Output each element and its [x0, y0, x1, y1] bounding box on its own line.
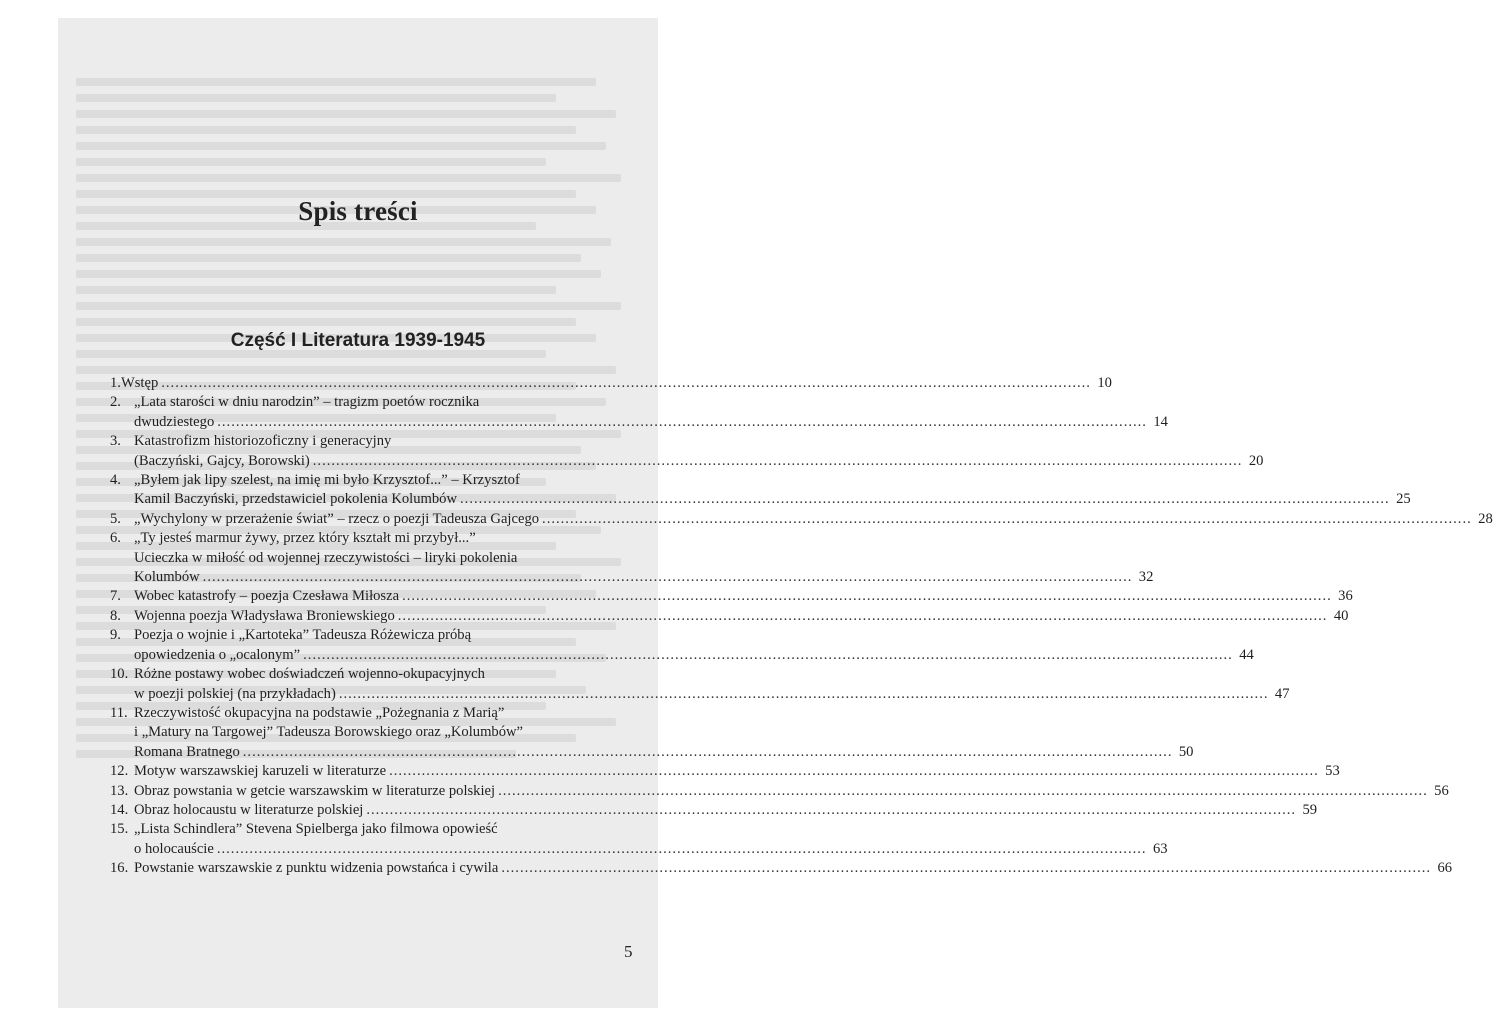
toc-entry-number: 6.: [110, 530, 121, 547]
bleed-through-line: [76, 110, 616, 118]
toc-entry: [110, 859, 1453, 878]
toc-entry-text: „Ty jesteś marmur żywy, przez który kształt mi przybył...”: [134, 530, 476, 547]
dot-leader: ........................................................................................................................................................................................................: [501, 860, 1432, 877]
toc-entry-line: [134, 665, 638, 684]
toc-entry: [110, 393, 1168, 432]
toc-entry-number: 14.: [110, 801, 129, 818]
toc-entry-page: 25: [1396, 491, 1411, 508]
toc-entry-line: [134, 452, 1264, 471]
dot-leader: ........................................................................................................................................................................................................: [217, 413, 1147, 430]
toc-entry-number: 2.: [110, 394, 121, 411]
toc-entry-page: 56: [1434, 782, 1449, 799]
toc-entry-line: [134, 529, 638, 548]
toc-entry-number: 13.: [110, 782, 129, 799]
toc-entry-line: [134, 607, 1349, 626]
toc-entry-text: „Wychylony w przerażenie świat” – rzecz o poezji Tadeusza Gajcego: [134, 510, 540, 527]
toc-entry-text: „Byłem jak lipy szelest, na imię mi było Krzysztof...” – Krzysztof: [134, 472, 520, 489]
toc-entry-body: [134, 704, 1194, 762]
toc-entry-text: Rzeczywistość okupacyjna na podstawie „Pożegnania z Marią”: [134, 704, 505, 721]
toc-entry-page: 44: [1239, 646, 1254, 663]
toc-entry-body: [134, 782, 1449, 801]
toc-entry-body: [134, 471, 1411, 510]
toc-entry-body: [134, 820, 1168, 859]
toc-entry-text: Powstanie warszawskie z punktu widzenia powstańca i cywila: [134, 860, 499, 877]
toc-entry-page: 66: [1437, 860, 1453, 877]
toc-entry-text: (Baczyński, Gajcy, Borowski): [134, 452, 310, 469]
bleed-through-line: [76, 254, 581, 262]
toc-entry: [110, 587, 1353, 606]
toc-entry-line: [134, 413, 1168, 432]
toc-entry-text: Obraz powstania w getcie warszawskim w literaturze polskiej: [134, 782, 496, 799]
toc-entry-body: [134, 587, 1353, 606]
toc-entry-page: 40: [1333, 607, 1349, 624]
toc-entry-body: [134, 801, 1318, 820]
toc-entry-page: 63: [1152, 840, 1168, 857]
toc-entry-line: [120, 374, 1112, 393]
toc-entry-number: 5.: [110, 510, 121, 527]
dot-leader: ........................................................................................................................................................................................................: [542, 510, 1472, 527]
dot-leader: ........................................................................................................................................................................................................: [161, 375, 1091, 391]
toc-entry: [110, 471, 1411, 510]
toc-entry-line: [134, 801, 1318, 820]
toc-entry-text: Romana Bratnego: [134, 743, 240, 760]
toc-entry-line: [134, 549, 638, 568]
toc-entry-text: o holocauście: [134, 840, 214, 857]
toc-entry-text: „Lata starości w dniu narodzin” – tragizm poetów rocznika: [134, 394, 480, 411]
toc-entry-body: [134, 859, 1453, 878]
toc-entry: [110, 626, 1254, 665]
toc-entry-text: Motyw warszawskiej karuzeli w literaturze: [134, 763, 387, 780]
toc-entry-page: 59: [1302, 801, 1318, 818]
toc-entry-line: [134, 762, 1340, 781]
toc-entry-page: 20: [1248, 452, 1264, 469]
toc-entry: [110, 432, 1264, 471]
toc-entry-body: [134, 665, 1290, 704]
dot-leader: ........................................................................................................................................................................................................: [498, 782, 1428, 799]
dot-leader: ........................................................................................................................................................................................................: [216, 840, 1147, 857]
dot-leader: ........................................................................................................................................................................................................: [338, 685, 1269, 702]
bleed-through-line: [76, 78, 596, 86]
toc-entry-body: [134, 432, 1264, 471]
toc-entry: [110, 510, 1493, 529]
toc-entry-body: [134, 607, 1349, 626]
toc-entry-number: 16.: [110, 860, 129, 877]
toc-entry-text: Obraz holocaustu w literaturze polskiej: [134, 801, 364, 818]
dot-leader: ........................................................................................................................................................................................................: [242, 743, 1173, 760]
toc-entry-text: Poezja o wojnie i „Kartoteka” Tadeusza Różewicza próbą: [134, 627, 472, 644]
table-of-contents: [110, 374, 1493, 879]
bleed-through-line: [76, 286, 556, 294]
toc-entry-page: 47: [1274, 685, 1290, 702]
toc-entry-text: Kolumbów: [134, 569, 200, 586]
toc-entry: [110, 529, 1154, 587]
toc-entry-line: [134, 490, 1411, 509]
toc-entry-text: Różne postawy wobec doświadczeń wojenno-okupacyjnych: [134, 666, 485, 683]
bleed-through-line: [76, 238, 611, 246]
toc-entry: [110, 607, 1349, 626]
toc-entry-page: 28: [1478, 510, 1493, 527]
toc-entry-text: „Lista Schindlera” Stevena Spielberga jako filmowa opowieść: [134, 821, 498, 838]
toc-entry: [110, 782, 1449, 801]
bleed-through-line: [76, 126, 576, 134]
toc-entry-body: [134, 393, 1168, 432]
toc-entry-page: 32: [1138, 569, 1154, 586]
dot-leader: ........................................................................................................................................................................................................: [366, 801, 1297, 818]
toc-entry-number: 11.: [110, 704, 128, 721]
dot-leader: ........................................................................................................................................................................................................: [312, 452, 1243, 469]
dot-leader: ........................................................................................................................................................................................................: [402, 588, 1332, 605]
toc-entry-page: 50: [1178, 743, 1194, 760]
dot-leader: ........................................................................................................................................................................................................: [460, 491, 1390, 508]
toc-entry-number: 15.: [110, 821, 129, 838]
toc-entry-text: i „Matury na Targowej” Tadeusza Borowskiego oraz „Kolumbów”: [134, 724, 524, 741]
toc-entry-body: [134, 626, 1254, 665]
toc-entry-text: w poezji polskiej (na przykładach): [134, 685, 336, 702]
dot-leader: ........................................................................................................................................................................................................: [303, 646, 1233, 663]
part-title: Część I Literatura 1939-1945: [230, 330, 486, 351]
page-title: Spis treści: [298, 196, 418, 226]
toc-entry-number: 1.: [110, 375, 121, 391]
toc-entry-line: [134, 626, 638, 645]
toc-entry-line: [134, 782, 1449, 801]
toc-entry-body: [134, 529, 1154, 587]
toc-entry-line: [134, 393, 638, 412]
toc-entry-number: 10.: [110, 666, 129, 683]
toc-entry-body: [134, 510, 1493, 529]
toc-entry-number: 8.: [110, 607, 121, 624]
dot-leader: ........................................................................................................................................................................................................: [202, 569, 1133, 586]
book-page: [58, 18, 1493, 1008]
page-number: 5: [624, 942, 633, 961]
toc-entry-text: Katastrofizm historiozoficzny i generacyjny: [134, 433, 392, 450]
toc-entry-text: Wojenna poezja Władysława Broniewskiego: [134, 607, 395, 624]
dot-leader: ........................................................................................................................................................................................................: [389, 763, 1319, 780]
bleed-through-line: [76, 318, 576, 326]
toc-entry: [110, 704, 1194, 762]
toc-entry: [110, 801, 1318, 820]
toc-entry-page: 14: [1153, 413, 1168, 430]
toc-entry-line: [134, 568, 1154, 587]
toc-entry-line: [134, 704, 638, 723]
toc-entry-line: [134, 587, 1353, 606]
bleed-through-line: [76, 142, 606, 150]
toc-entry-line: [134, 432, 638, 451]
toc-entry: [110, 762, 1340, 781]
toc-entry-number: 12.: [110, 763, 129, 780]
toc-entry-number: 4.: [110, 472, 121, 489]
toc-entry-number: 3.: [110, 433, 121, 450]
toc-entry: [110, 665, 1290, 704]
bleed-through-line: [76, 158, 546, 166]
bleed-through-line: [76, 270, 601, 278]
toc-entry-line: [134, 840, 1168, 859]
toc-entry-text: Wstęp: [120, 375, 159, 391]
toc-entry-line: [134, 723, 638, 742]
toc-entry-number: 7.: [110, 588, 121, 605]
toc-entry-text: Wobec katastrofy – poezja Czesława Miłosza: [134, 588, 400, 605]
toc-entry-text: dwudziestego: [134, 413, 215, 430]
toc-entry-line: [134, 685, 1290, 704]
toc-entry-line: [134, 510, 1493, 529]
toc-entry-number: 9.: [110, 627, 121, 644]
toc-entry-line: [134, 859, 1453, 878]
toc-entry-text: Kamil Baczyński, przedstawiciel pokolenia Kolumbów: [134, 491, 458, 508]
toc-entry: [110, 374, 1112, 393]
toc-entry-text: Ucieczka w miłość od wojennej rzeczywistości – liryki pokolenia: [134, 549, 518, 566]
toc-entry-page: 10: [1097, 375, 1112, 391]
bleed-through-line: [76, 174, 621, 182]
toc-entry-page: 53: [1325, 763, 1340, 780]
toc-entry-line: [134, 471, 638, 490]
toc-entry-line: [134, 820, 638, 839]
bleed-through-line: [76, 302, 621, 310]
toc-entry-page: 36: [1338, 588, 1353, 605]
toc-entry: [110, 820, 1168, 859]
bleed-through-line: [76, 366, 616, 374]
toc-entry-line: [134, 646, 1254, 665]
toc-entry-body: [134, 762, 1340, 781]
toc-entry-line: [134, 743, 1194, 762]
bleed-through-line: [76, 94, 556, 102]
toc-entry-text: opowiedzenia o „ocalonym”: [134, 646, 301, 663]
toc-entry-body: [120, 374, 1112, 393]
dot-leader: ........................................................................................................................................................................................................: [397, 607, 1328, 624]
